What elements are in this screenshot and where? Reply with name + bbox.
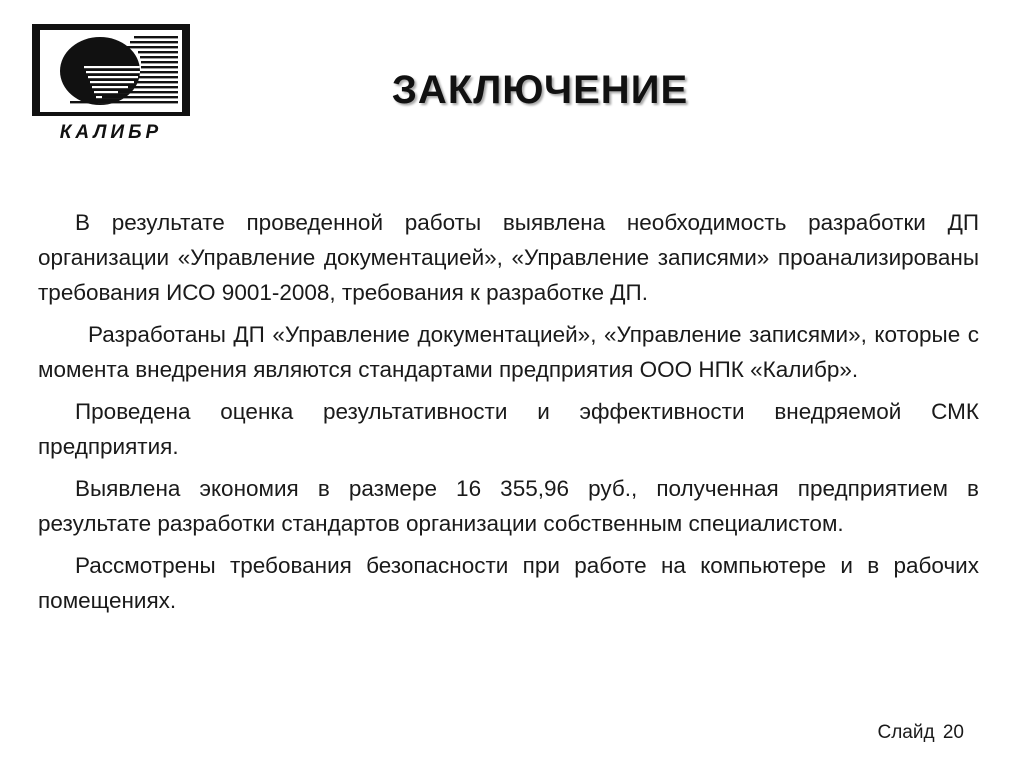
paragraph-2: Разработаны ДП «Управление документацией», «Управление записями», которые с момента внедрения являются стандартами предприятия ООО НПК «Калибр». — [38, 322, 979, 382]
logo-wordmark: КАЛИБР — [59, 122, 163, 142]
conclusion-text — [38, 205, 979, 625]
paragraph-4: Выявлена экономия в размере 16 355,96 руб., полученная предприятием в результате разработки стандартов организации собственным специалистом. — [38, 476, 979, 536]
paragraph-5: Рассмотрены требования безопасности при работе на компьютере и в рабочих помещениях. — [38, 553, 979, 613]
company-logo — [30, 22, 192, 142]
slide-title: ЗАКЛЮЧЕНИЕ — [391, 68, 689, 112]
paragraph-1: В результате проведенной работы выявлена необходимость разработки ДП организации «Управление документацией», «Управление записями» проанализированы требования ИСО 9001-2008, требования к разработке ДП. — [38, 210, 979, 305]
slide-number: Слайд 20 — [877, 722, 964, 743]
paragraph-3: Проведена оценка результативности и эффективности внедряемой СМК предприятия. — [38, 399, 979, 459]
